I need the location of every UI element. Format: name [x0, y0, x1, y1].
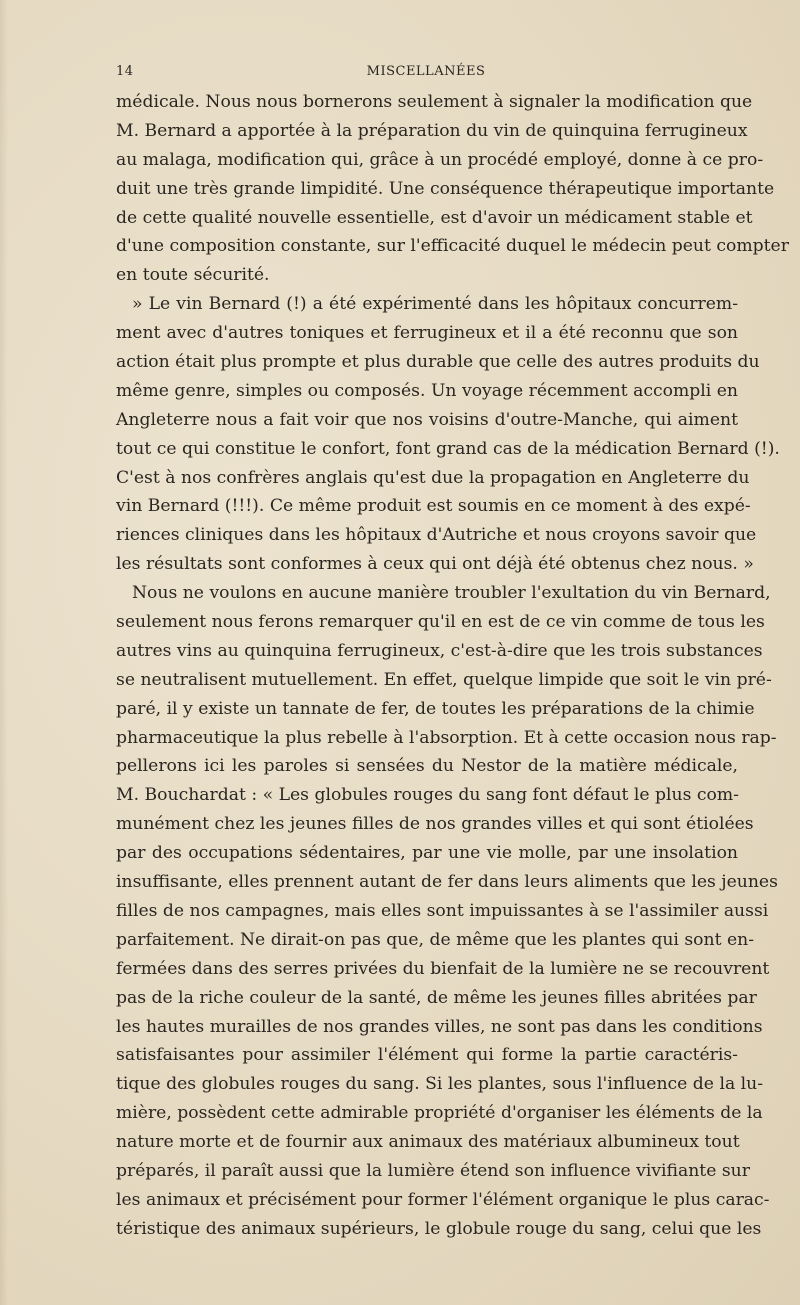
- text-line: action était plus prompte et plus durable que celle des autres produits du: [116, 352, 760, 373]
- text-line: les animaux et précisément pour former l'élément organique le plus carac-: [116, 1189, 770, 1210]
- text-line: satisfaisantes pour assimiler l'élément qui forme la partie caractéris-: [116, 1045, 738, 1066]
- text-line: » Le vin Bernard (!) a été expérimenté dans les hôpitaux concurrem-: [132, 294, 738, 315]
- text-line: d'une composition constante, sur l'efficacité duquel le médecin peut compter: [116, 236, 789, 257]
- text-line: duit une très grande limpidité. Une conséquence thérapeutique importante: [116, 178, 775, 199]
- text-line: ment avec d'autres toniques et ferrugineux et il a été reconnu que son: [116, 323, 738, 344]
- text-line: pellerons ici les paroles si sensées du Nestor de la matière médicale,: [116, 756, 738, 777]
- text-line: riences cliniques dans les hôpitaux d'Autriche et nous croyons savoir que: [116, 525, 757, 546]
- text-line: tout ce qui constitue le confort, font grand cas de la médication Bernard (!).: [116, 438, 780, 459]
- body-text: [116, 88, 789, 1244]
- text-line: pas de la riche couleur de la santé, de même les jeunes filles abritées par: [116, 987, 757, 1008]
- text-line: médicale. Nous nous bornerons seulement à signaler la modification que: [116, 92, 753, 112]
- page-edge-shadow: [0, 0, 8, 1305]
- text-line: fermées dans des serres privées du bienfait de la lumière ne se recouvrent: [116, 958, 770, 979]
- text-line: au malaga, modification qui, grâce à un procédé employé, donne à ce pro-: [116, 149, 764, 170]
- text-line: en toute sécurité.: [116, 265, 270, 286]
- text-line: M. Bouchardat : « Les globules rouges du sang font défaut le plus com-: [116, 785, 739, 806]
- text-line: les résultats sont conformes à ceux qui ont déjà été obtenus chez nous. »: [116, 554, 754, 575]
- text-line: les hautes murailles de nos grandes villes, ne sont pas dans les conditions: [116, 1016, 763, 1037]
- running-head: [116, 64, 736, 86]
- text-line: mière, possèdent cette admirable propriété d'organiser les éléments de la: [116, 1103, 763, 1124]
- text-line: par des occupations sédentaires, par une vie molle, par une insolation: [116, 843, 738, 864]
- text-line: vin Bernard (!!!). Ce même produit est soumis en ce moment à des expé-: [116, 496, 751, 517]
- text-line: Angleterre nous a fait voir que nos voisins d'outre-Manche, qui aiment: [116, 409, 738, 430]
- text-line: tique des globules rouges du sang. Si les plantes, sous l'influence de la lu-: [116, 1074, 764, 1095]
- text-line: de cette qualité nouvelle essentielle, est d'avoir un médicament stable et: [116, 207, 753, 228]
- page-number: 14: [116, 64, 134, 79]
- text-line: se neutralisent mutuellement. En effet, quelque limpide que soit le vin pré-: [116, 669, 772, 690]
- text-line: insuffisante, elles prennent autant de fer dans leurs aliments que les jeunes: [116, 872, 778, 893]
- text-line: seulement nous ferons remarquer qu'il en est de ce vin comme de tous les: [116, 612, 765, 633]
- text-line: autres vins au quinquina ferrugineux, c'est-à-dire que les trois substances: [116, 640, 763, 661]
- text-line: pharmaceutique la plus rebelle à l'absorption. Et à cette occasion nous rap-: [116, 727, 777, 748]
- text-line: parfaitement. Ne dirait-on pas que, de même que les plantes qui sont en-: [116, 929, 755, 950]
- text-line: paré, il y existe un tannate de fer, de toutes les préparations de la chimie: [116, 698, 755, 719]
- text-line: C'est à nos confrères anglais qu'est due la propagation en Angleterre du: [116, 467, 750, 488]
- text-line: préparés, il paraît aussi que la lumière étend son influence vivifiante sur: [116, 1160, 750, 1181]
- text-line: Nous ne voulons en aucune manière troubler l'exultation du vin Bernard,: [132, 583, 771, 604]
- text-line: filles de nos campagnes, mais elles sont impuissantes à se l'assimiler aussi: [116, 900, 769, 921]
- text-line: téristique des animaux supérieurs, le globule rouge du sang, celui que les: [116, 1218, 762, 1239]
- text-line: même genre, simples ou composés. Un voyage récemment accompli en: [116, 380, 738, 401]
- text-line: munément chez les jeunes filles de nos grandes villes et qui sont étiolées: [116, 814, 754, 835]
- running-title: MISCELLANÉES: [366, 64, 486, 79]
- text-line: nature morte et de fournir aux animaux des matériaux albumineux tout: [116, 1132, 740, 1153]
- text-line: M. Bernard a apportée à la préparation du vin de quinquina ferrugineux: [116, 120, 748, 141]
